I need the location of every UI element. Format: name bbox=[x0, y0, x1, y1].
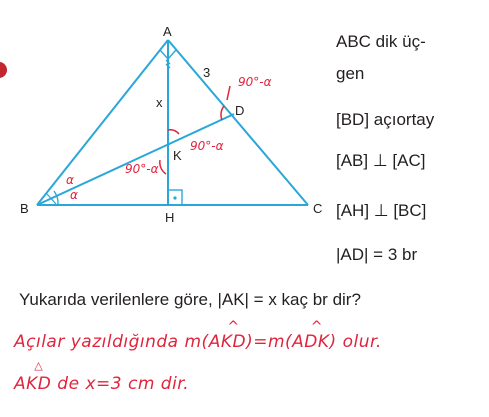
side-ac bbox=[168, 40, 308, 205]
angle-annotation-h: 90°-α bbox=[125, 162, 159, 176]
segment-label-ad: 3 bbox=[203, 65, 211, 80]
right-angle-h-dot bbox=[173, 196, 176, 199]
side-ab bbox=[37, 40, 168, 205]
handwritten-line-2-pre: A bbox=[14, 374, 27, 394]
point-label-c: C bbox=[313, 201, 323, 216]
given-line-triangle-cont: gen bbox=[336, 64, 365, 83]
given-line-triangle: ABC dik üç- bbox=[336, 32, 426, 51]
segment-label-ak: x bbox=[156, 95, 163, 110]
geometry-figure bbox=[0, 0, 330, 230]
given-line-perp-ah-bc: [AH] ⊥ [BC] bbox=[336, 201, 427, 220]
handwritten-line-2-post: de x=3 cm dir. bbox=[51, 374, 190, 394]
given-line-ad-length: |AD| = 3 br bbox=[336, 245, 418, 264]
question-text: Yukarıda verilenlere göre, |AK| = x kaç br dir? bbox=[19, 290, 361, 309]
angle-arc-h bbox=[160, 160, 166, 174]
point-label-b: B bbox=[20, 201, 29, 216]
angle-arc-k bbox=[168, 130, 179, 134]
angle-akd-hat: ^ KD bbox=[221, 332, 246, 352]
point-label-k: K bbox=[173, 148, 182, 163]
angle-annotation-d: 90°-α bbox=[238, 75, 272, 89]
point-label-h: H bbox=[165, 210, 175, 225]
point-label-a: A bbox=[163, 24, 172, 39]
handwritten-line-1-mid: )=m(A bbox=[246, 332, 305, 352]
bisector-bd bbox=[37, 114, 234, 205]
angle-annotation-b-top: α bbox=[66, 173, 74, 187]
annotation-leader bbox=[227, 86, 230, 100]
angle-annotation-k: 90°-α bbox=[190, 139, 224, 153]
handwritten-line-2 bbox=[14, 374, 189, 394]
given-line-perp-ab-ac: [AB] ⊥ [AC] bbox=[336, 151, 426, 170]
handwritten-line-1-post: ) olur. bbox=[329, 332, 382, 352]
handwritten-line-1-pre: Açılar yazıldığında m(A bbox=[14, 332, 221, 352]
given-line-bisector: [BD] açıortay bbox=[336, 110, 435, 129]
triangle-akd-mark: △ KD bbox=[26, 374, 51, 394]
angle-annotation-b-bottom: α bbox=[70, 188, 78, 202]
angle-adk-hat: ^ DK bbox=[304, 332, 329, 352]
handwritten-line-1 bbox=[14, 332, 382, 352]
point-label-d: D bbox=[235, 103, 245, 118]
